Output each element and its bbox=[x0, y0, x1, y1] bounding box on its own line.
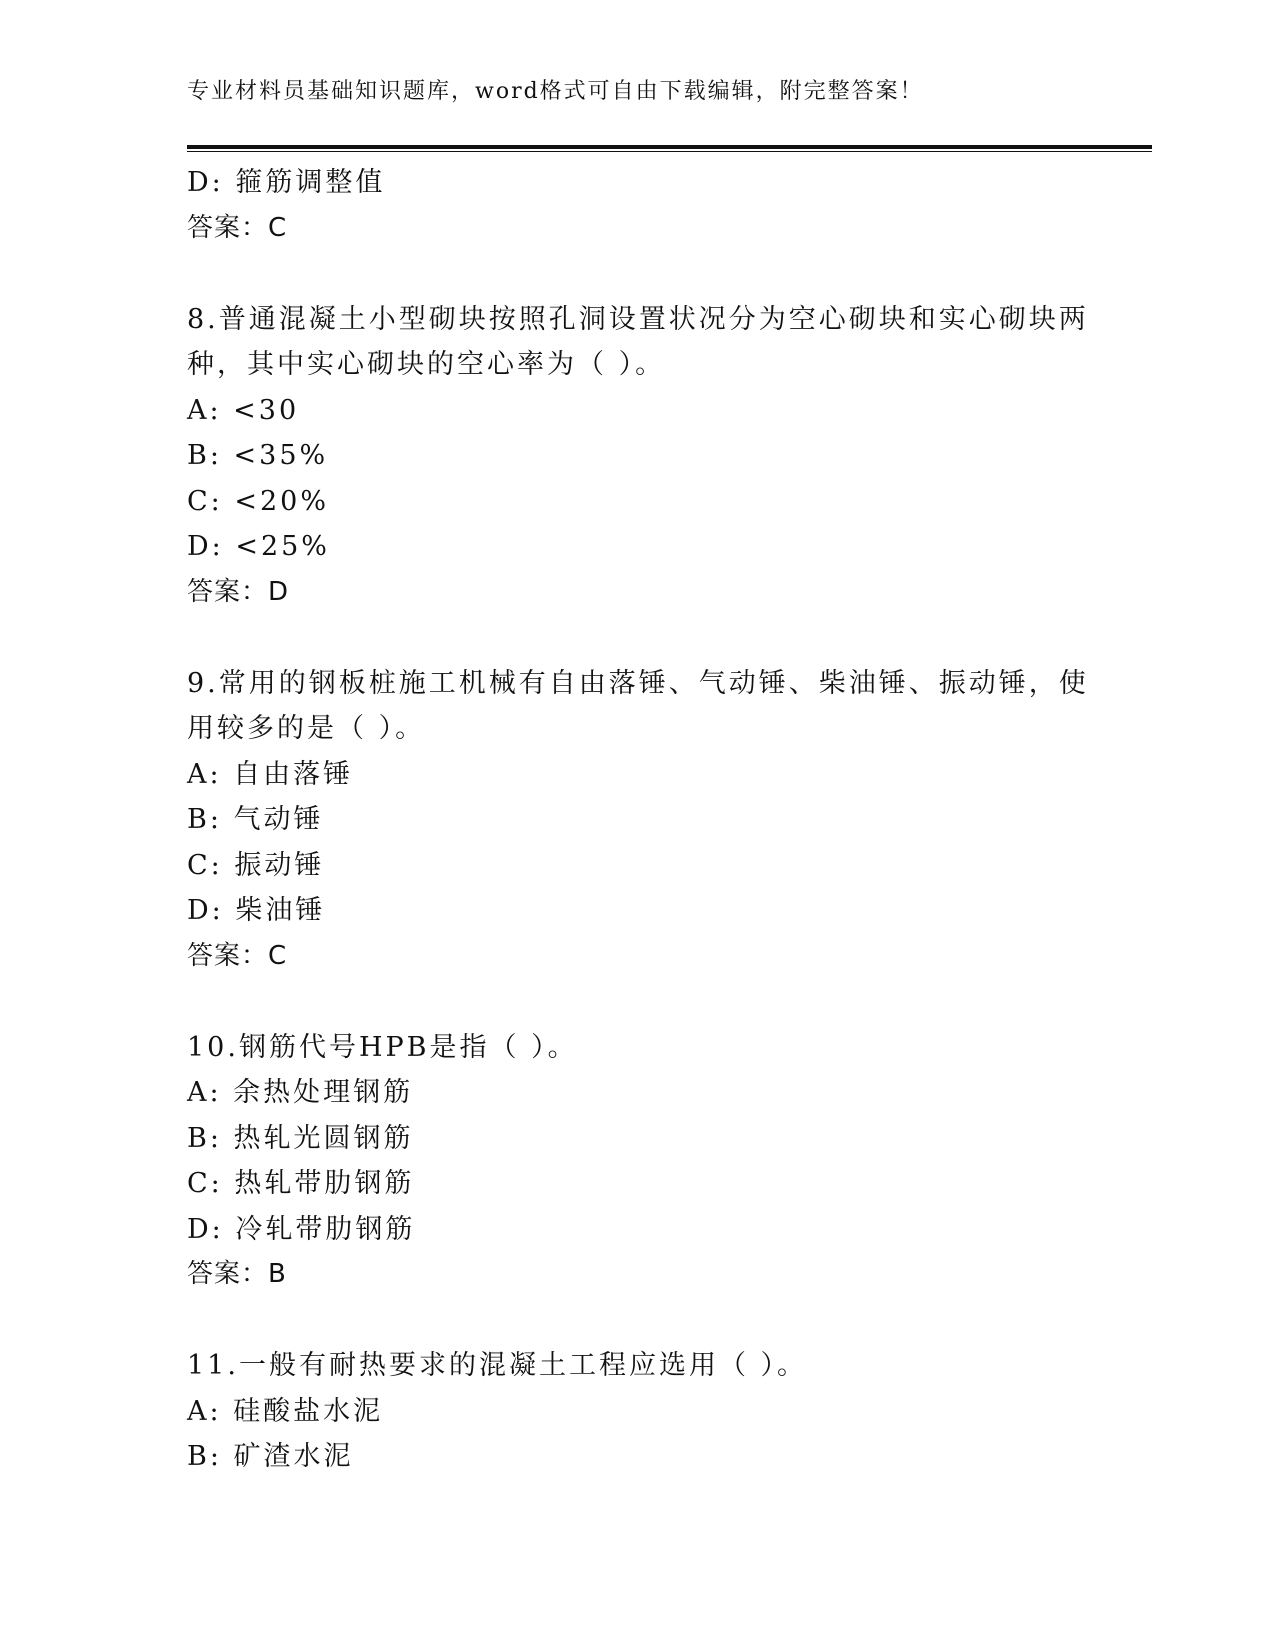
header-rule-thick bbox=[187, 145, 1152, 149]
question-10-answer: 答案：B bbox=[187, 1259, 287, 1289]
question-8-stem-line2: 种，其中实心砌块的空心率为（ ）。 bbox=[187, 349, 666, 380]
question-9-option-a: A: 自由落锤 bbox=[187, 758, 354, 790]
question-9-option-b: B: 气动锤 bbox=[187, 804, 324, 835]
question-10-stem: 10.钢筋代号HPB是指（ ）。 bbox=[187, 1031, 578, 1063]
question-9-option-c: C: 振动锤 bbox=[187, 849, 325, 881]
page-header: 专业材料员基础知识题库，word格式可自由下载编辑，附完整答案！ bbox=[187, 79, 924, 104]
question-10-option-c: C: 热轧带肋钢筋 bbox=[187, 1168, 415, 1199]
question-9-option-d: D: 柴油锤 bbox=[187, 895, 326, 926]
question-8-stem-line1: 8.普通混凝土小型砌块按照孔洞设置状况分为空心砌块和实心砌块两 bbox=[187, 303, 1089, 335]
question-11-option-b: B: 矿渣水泥 bbox=[187, 1441, 354, 1472]
question-10-option-d: D: 冷轧带肋钢筋 bbox=[187, 1213, 416, 1245]
question-11-option-a: A: 硅酸盐水泥 bbox=[187, 1395, 384, 1427]
question-10-option-a: A: 余热处理钢筋 bbox=[187, 1077, 414, 1108]
question-content bbox=[187, 160, 1087, 1480]
spacer bbox=[187, 615, 1087, 661]
answer-line: 答案：C bbox=[187, 212, 288, 243]
header-rule-thin bbox=[187, 151, 1152, 152]
spacer bbox=[187, 1298, 1087, 1344]
spacer bbox=[187, 979, 1087, 1025]
spacer bbox=[187, 251, 1087, 297]
question-9-answer: 答案：C bbox=[187, 940, 288, 971]
option-d: D: 箍筋调整值 bbox=[187, 167, 386, 198]
question-9-stem-line1: 9.常用的钢板桩施工机械有自由落锤、气动锤、柴油锤、振动锤，使 bbox=[187, 667, 1089, 699]
question-8-option-d: D: <25% bbox=[187, 531, 330, 562]
question-9-stem-line2: 用较多的是（ ）。 bbox=[187, 713, 426, 744]
question-10-option-b: B: 热轧光圆钢筋 bbox=[187, 1122, 414, 1154]
question-8-option-a: A: <30 bbox=[187, 394, 300, 426]
question-8-option-c: C: <20% bbox=[187, 485, 329, 517]
question-11-stem: 11.一般有耐热要求的混凝土工程应选用（ ）。 bbox=[187, 1350, 808, 1381]
question-8-answer: 答案：D bbox=[187, 576, 290, 607]
question-8-option-b: B: <35% bbox=[187, 440, 329, 471]
